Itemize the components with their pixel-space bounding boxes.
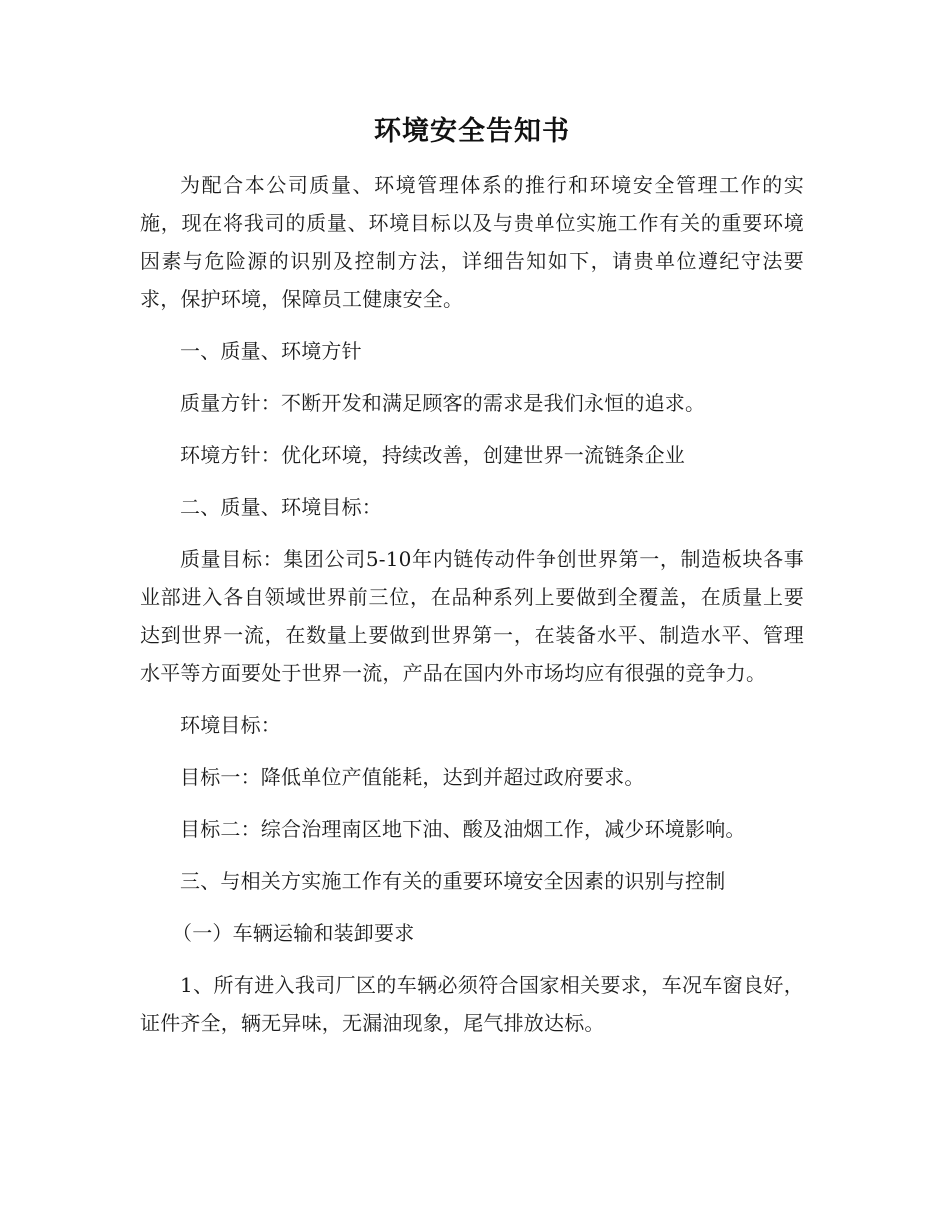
quality-policy-paragraph: 质量方针：不断开发和满足顾客的需求是我们永恒的追求。 [180,391,706,415]
document-title: 环境安全告知书 [374,116,570,147]
section-heading-objectives: 二、质量、环境目标： [180,495,382,519]
environment-policy-paragraph: 环境方针：优化环境，持续改善，创建世界一流链条企业 [180,443,685,467]
objective-two-paragraph: 目标二：综合治理南区地下油、酸及油烟工作，减少环境影响。 [180,817,746,841]
objective-one-paragraph: 目标一：降低单位产值能耗，达到并超过政府要求。 [180,765,645,789]
document-body [140,112,804,1042]
section-heading-factors: 三、与相关方实施工作有关的重要环境安全因素的识别与控制 [180,869,726,893]
vehicle-rule-paragraph: 1、所有进入我司厂区的车辆必须符合国家相关要求，车况车窗良好，证件齐全，辆无异味，无漏油现象，尾气排放达标。 [140,973,804,1035]
intro-paragraph: 为配合本公司质量、环境管理体系的推行和环境安全管理工作的实施，现在将我司的质量、环境目标以及与贵单位实施工作有关的重要环境因素与危险源的识别及控制方法，详细告知如下，请贵单位遵纪守法要求，保护环境，保障员工健康安全。 [140,173,804,311]
section-heading-policy: 一、质量、环境方针 [180,339,362,363]
subsection-heading-vehicles: （一）车辆运输和装卸要求 [172,921,415,945]
environment-objective-heading: 环境目标： [180,713,281,737]
quality-objective-paragraph: 质量目标：集团公司5-10年内链传动件争创世界第一，制造板块各事业部进入各自领域世界前三位，在品种系列上要做到全覆盖，在质量上要达到世界一流，在数量上要做到世界第一，在装备水平、制造水平、管理水平等方面要处于世界一流，产品在国内外市场均应有很强的竞争力。 [140,547,804,685]
